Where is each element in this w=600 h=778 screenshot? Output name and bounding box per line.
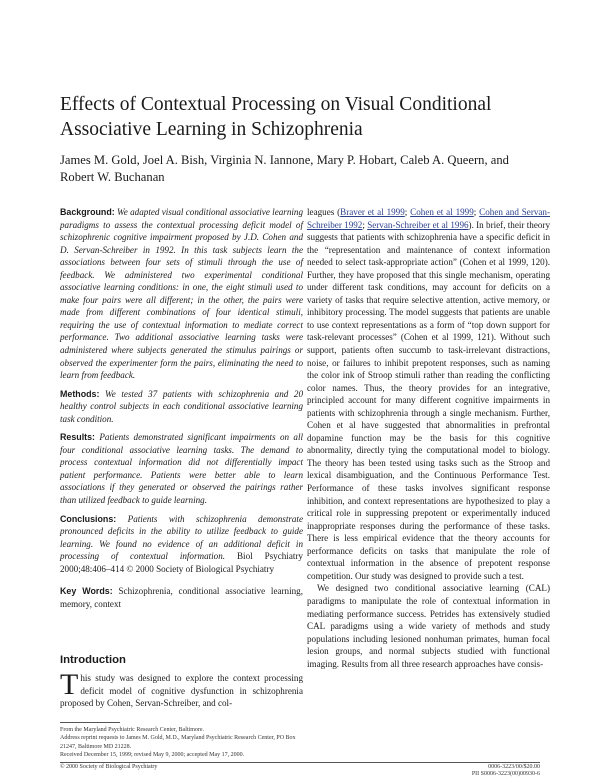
footer-pii: PII S0006-3223(00)00930-6	[471, 771, 540, 777]
abstract-conclusions	[60, 513, 303, 576]
introduction-heading: Introduction	[60, 654, 126, 666]
citation-link[interactable]: Braver et al 1999	[340, 207, 405, 217]
results-label: Results:	[60, 432, 96, 443]
introduction-text	[60, 668, 303, 710]
abstract	[60, 206, 303, 616]
footer-copyright: © 2000 Society of Biological Psychiatry	[60, 764, 158, 770]
journal-reference: Biol Psychiatry 2000;48:406–414 © 2000 Society of Biological Psychiatry	[60, 551, 303, 574]
footnote-affiliation: From the Maryland Psychiatric Research Center, Baltimore.	[60, 727, 205, 733]
keywords-text: Schizophrenia, conditional associative learning, memory, context	[60, 586, 303, 609]
text-run: ). In brief, their theory suggests that patients with schizophrenia have a specific deficit in the “representation and maintenance of context information needed to select task-appropriate action” (Cohen et al 1999, 120). Further, they have proposed that this single mechanism, operating under different task conditions, may account for deficits on a variety of tasks that require selective attention, active memory, or inhibitory processing. The model suggests that patients are unable to use context representations as a form of “top down support for task-relevant processes” (Cohen et al 1999, 121). Without such support, patients often succumb to task-irrelevant distractions, noise, or failures to inhibit prepotent responses, such as naming the color ink of Stroop stimuli rather than reading the conflicting color names. Thus, the theory provides for an integrative, principled account for many different cognitive impairments in patients with schizophrenia through a single mechanism. Further, Cohen et al have suggested that abnormalities in prefrontal dopamine function may be the basis for this cognitive abnormality, directly tying the computational model to biology. The theory has been tested using tasks such as the Stroop and lexical disambiguation, and the Continuous Performance Test. Performance of these tasks involves significant response inhibition, and context representations are hypothesized to play a critical role in suppressing prepotent or experimentally induced inappropriate responses during the performance of these tasks. There is less empirical evidence that the theory accounts for performance deficits on tasks that manipulate the role of contextual information in the absence of prepotent response competition. Our study was designed to provide such a test.	[307, 219, 550, 581]
abstract-results	[60, 431, 303, 506]
citation-link[interactable]: Cohen and Servan-Schreiber 1992	[307, 207, 551, 230]
background-label: Background:	[60, 207, 115, 217]
footnotes	[60, 722, 303, 759]
drop-cap: T	[60, 668, 79, 701]
right-column	[307, 206, 550, 670]
text-run: ;	[362, 219, 368, 230]
results-text: Patients demonstrated significant impairments on all four conditional associative learning tasks. The demand to process contextual information did not differentially impact patient performance. Patients were better able to learn associations if they generated or observed the pairings rather than utilized feedback to guide learning.	[60, 432, 303, 506]
conclusions-text: Patients with schizophrenia demonstrate pronounced deficits in the ability to utilize feedback to guide learning. We found no evidence of an additional deficit in processing of contextual information.	[60, 513, 303, 562]
background-text: We adapted visual conditional associative learning paradigms to assess the contextual processing deficit model of schizophrenic cognitive impairment proposed by J.D. Cohen and D. Servan-Schreiber in 1992. In this task subjects learn the associations between four sets of stimuli through the use of feedback. We administered two experimental conditional associative learning conditions: in one, the eight stimuli used to make four pairs were all different; in the other, the pairs were made from different combinations of four identical stimuli, requiring the use of contextual information to mediate correct performance. Two additional associative learning tasks were administered where subjects generated the stimulus pairings or observed the experimenter form the pairs, eliminating the need to learn from feedback.	[60, 207, 303, 381]
introduction-body: his study was designed to explore the context processing deficit model of cognitive dysfunction in schizophrenia proposed by Cohen, Servan-Schreiber, and col-	[60, 673, 303, 709]
text-run: leagues (	[307, 207, 341, 217]
footnote-rule	[60, 722, 120, 723]
footer-issn: 0006-3223/00/$20.00	[488, 764, 540, 770]
footer-rule	[60, 762, 540, 763]
methods-label: Methods:	[60, 388, 100, 399]
text-run: ;	[404, 207, 411, 217]
methods-text: We tested 37 patients with schizophrenia and 20 healthy control subjects in each conditional associative learning task condition.	[60, 388, 303, 424]
keywords-label: Key Words:	[60, 586, 113, 597]
citation-link[interactable]: Servan-Schreiber et al 1996	[367, 219, 469, 230]
footnote-address: Address reprint requests to James M. Gold, M.D., Maryland Psychiatric Research Center, PO Box 21247, Baltimore MD 21228.	[60, 735, 296, 750]
abstract-background	[60, 206, 303, 382]
abstract-methods	[60, 388, 303, 426]
article-title: Effects of Contextual Processing on Visual Conditional Associative Learning in Schizophrenia	[60, 94, 492, 140]
right-paragraph-1	[307, 206, 550, 582]
text-run: ;	[473, 207, 480, 217]
right-paragraph-2: We designed two conditional associative learning (CAL) paradigms to manipulate the role of contextual information in mediating performance success. Petrides has extensively studied CAL paradigms using a wide variety of methods and study populations including lesioned nonhuman primates, human focal lesion groups, and normal subjects studied with functional imaging. Results from all three research approaches have consis-	[307, 583, 550, 669]
footnote-dates: Received December 15, 1999; revised May 9, 2000; accepted May 17, 2000.	[60, 751, 245, 758]
author-list: James M. Gold, Joel A. Bish, Virginia N. Iannone, Mary P. Hobart, Caleb A. Queern, and Robert W. Buchanan	[60, 153, 509, 184]
citation-link[interactable]: Cohen et al 1999	[410, 207, 474, 217]
keywords	[60, 585, 303, 610]
conclusions-label: Conclusions:	[60, 513, 117, 524]
